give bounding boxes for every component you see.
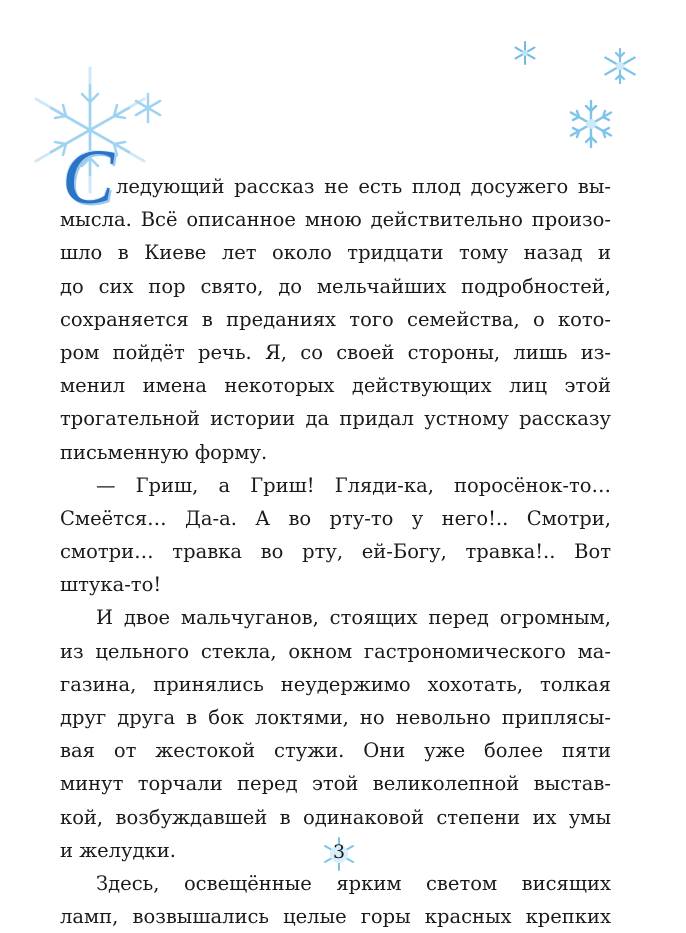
text-line: И двое мальчуганов, стоящих перед огромным, [96, 606, 611, 630]
text-line: менил имена некоторых действующих лиц этой [60, 374, 611, 398]
text-line: смотри… травка во рту, ей-Богу, травка!.. Вот [60, 540, 611, 564]
text-line: Смеётся… Да-а. А во рту-то у него!.. Смотри, [60, 506, 611, 530]
text-line: минут торчали перед этой великолепной выстав- [60, 772, 611, 796]
text-line: ледующий рассказ не есть плод досужего вы- [116, 175, 611, 198]
text-line: до сих пор свято, до мельчайших подробностей, [60, 274, 611, 298]
text-line: штука-то! [60, 573, 162, 597]
text-line: шло в Киеве лет около тридцати тому назад и [60, 241, 611, 265]
text-line: газина, принялись неудержимо хохотать, толкая [60, 672, 611, 696]
text-line: кой, возбуждавшей в одинаковой степени их умы [60, 805, 611, 829]
drop-cap-letter: С [62, 133, 115, 220]
text-line: ром пойдёт речь. Я, со своей стороны, лишь из- [60, 340, 611, 364]
text-line: Здесь, освещённые ярким светом висящих [96, 871, 611, 895]
text-line: из цельного стекла, окном гастрономического ма- [60, 639, 611, 663]
text-line: вая от жестокой стужи. Они уже более пяти [60, 739, 611, 763]
text-line: друг друга в бок локтями, но невольно приплясы- [60, 706, 611, 729]
snowflake-small-icon [512, 40, 538, 66]
text-line: — Гриш, а Гриш! Гляди-ка, поросёнок-то… [96, 473, 611, 497]
text-line: трогательной истории да придал устному рассказу [60, 407, 611, 431]
snowflake-medium-icon [600, 46, 640, 86]
text-line: мысла. Всё описанное мною действительно произо- [60, 208, 611, 232]
page-number-text: 3 [332, 841, 346, 863]
text-line: и желудки. [60, 838, 176, 862]
text-line: сохраняется в преданиях того семейства, о кото- [60, 307, 611, 331]
snowflake-large-icon [565, 98, 617, 150]
text-line: ламп, возвышались целые горы красных крепких [60, 905, 611, 929]
page-number [321, 836, 357, 872]
body-text [60, 170, 611, 933]
text-line: письменную форму. [60, 440, 268, 464]
